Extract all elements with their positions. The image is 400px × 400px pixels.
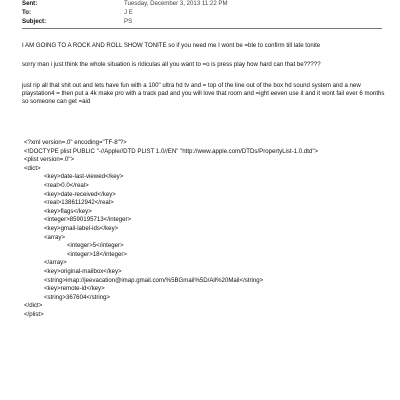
xml-line: <?xml version=.0" encoding="TF-8"?> — [24, 139, 127, 146]
xml-line: <!DOCTYPE plist PUBLIC "-//Apple//DTD PLIST 1.0//EN" "http://www.apple.com/DTDs/PropertyList-1.0.dtd"> — [24, 147, 319, 155]
xml-line: </dict> — [24, 302, 43, 310]
xml-line: <key>gmail-label-ids</key> — [44, 224, 119, 232]
xml-line: <plist version=.0"> — [24, 156, 75, 164]
to-value: J E — [124, 9, 133, 17]
xml-line: <key>date-received</key> — [44, 190, 116, 198]
xml-line: <string>imap://jeevacation@imap.gmail.com/%5BGmail%5D/All%20Mail</string> — [44, 276, 264, 284]
xml-line: <real>1386112942</real> — [44, 199, 114, 207]
subject-row — [22, 18, 392, 27]
email-body — [22, 42, 388, 116]
body-paragraph: I AM GOING TO A ROCK AND ROLL SHOW TONITE so if you need me I wont be =ble to confirm till late tonite — [22, 42, 321, 49]
sent-label: Sent: — [22, 0, 38, 7]
xml-line: <key>flags</key> — [44, 207, 92, 215]
to-row — [22, 9, 392, 18]
header-divider — [22, 28, 382, 29]
plist-block — [22, 139, 392, 319]
xml-line: <string>367604</string> — [44, 293, 111, 301]
xml-line: </plist> — [24, 310, 44, 318]
xml-line: <real>0.0</real> — [44, 181, 89, 189]
body-paragraph: sorry man i just think the whole situation is ridiculas all you want to =o is press play how hard can that be????? — [22, 61, 321, 69]
subject-value: PS — [124, 18, 133, 26]
xml-line: <integer>18</integer> — [67, 250, 127, 258]
to-label: To: — [22, 9, 32, 17]
xml-line: <integer>8590195713</integer> — [44, 216, 132, 224]
subject-label: Subject: — [22, 18, 47, 26]
email-header — [22, 0, 392, 28]
sent-row — [22, 0, 392, 9]
xml-line: <key>date-last-viewed</key> — [44, 173, 124, 181]
xml-line: <key>original-mailbox</key> — [44, 267, 122, 275]
sent-value: Tuesday, December 3, 2013 11:22 PM — [124, 0, 228, 7]
xml-line: <key>remote-id</key> — [44, 285, 105, 293]
body-paragraph: just rip all that shit out and lets have fun with a 100" ultra hd tv and = top of the line out of the box hd sound system and a new playstation4 = then put a 4k make pro with a track pad and you will love that room and =ight eeven use it and it wont fail ever 6 months so someone can get =aid — [22, 82, 385, 106]
xml-line: </array> — [44, 259, 67, 267]
xml-line: <integer>5</integer> — [67, 242, 124, 250]
xml-line: <array> — [44, 233, 66, 241]
xml-line: <dict> — [24, 164, 41, 172]
